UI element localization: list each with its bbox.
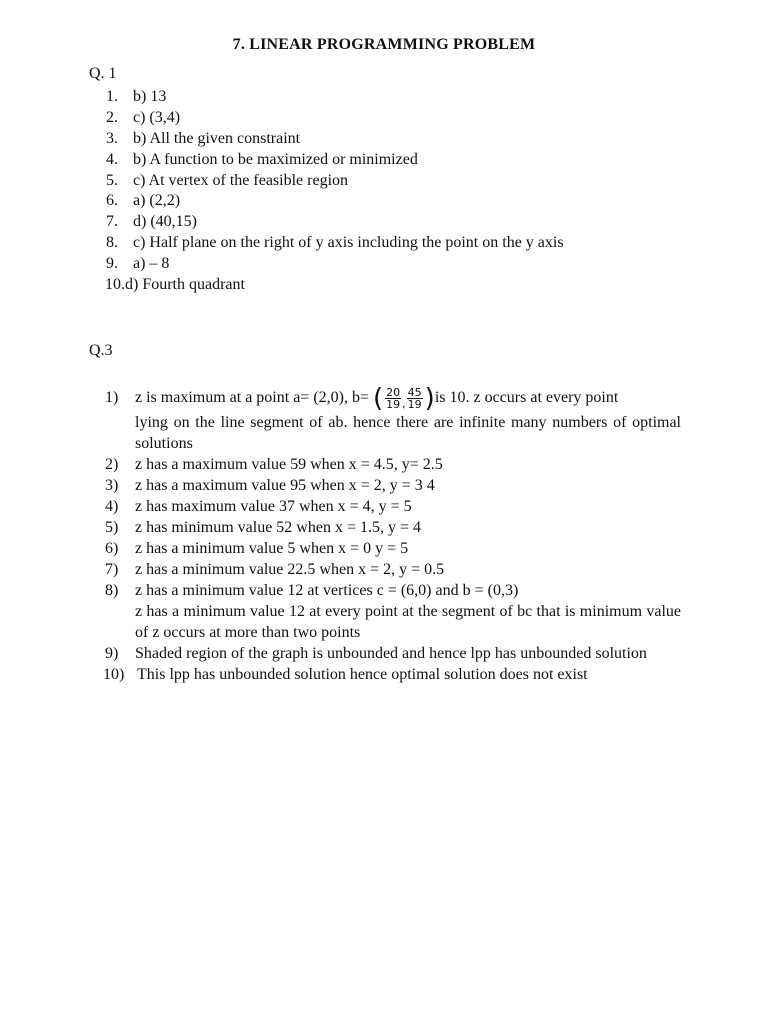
fraction-x-numerator: 20	[386, 385, 401, 399]
list-item	[106, 108, 666, 129]
list-item	[105, 559, 681, 580]
item-number: 5)	[105, 519, 119, 536]
list-item	[106, 254, 666, 275]
item-number: 1)	[105, 389, 119, 406]
fraction-x	[385, 387, 401, 410]
item-text: c) Half plane on the right of y axis including the point on the y axis	[133, 234, 564, 252]
item-text: c) At vertex of the feasible region	[133, 171, 349, 189]
list-item	[103, 664, 681, 685]
item-text-lead: z is maximum at a point a= (2,0), b=	[135, 389, 373, 406]
list-item	[106, 150, 666, 171]
list-item	[105, 538, 681, 559]
list-item	[106, 233, 666, 254]
item-text: a) (2,2)	[133, 192, 181, 210]
item-text: d) (40,15)	[133, 213, 197, 231]
list-item	[106, 129, 666, 150]
list-item	[105, 454, 681, 475]
item-text	[135, 384, 681, 454]
item-text: Shaded region of the graph is unbounded and hence lpp has unbounded solution	[135, 645, 647, 662]
question-1-label: Q. 1	[89, 65, 117, 82]
page-title: 7. LINEAR PROGRAMMING PROBLEM	[232, 36, 536, 53]
item-number: 8)	[105, 582, 119, 599]
item-text: z has a maximum value 59 when x = 4.5, y= 2.5	[135, 456, 443, 473]
item-number: 3.	[106, 129, 118, 147]
list-item	[106, 171, 666, 192]
item-text: a) – 8	[133, 255, 170, 273]
item-text: b) A function to be maximized or minimized	[133, 150, 418, 168]
item-text-tail: is 10. z occurs at every point	[434, 389, 619, 406]
item-number: 10.	[105, 276, 125, 294]
list-item	[106, 212, 666, 233]
list-item	[105, 475, 681, 496]
item-text: z has maximum value 37 when x = 4, y = 5	[135, 498, 412, 515]
item-text: This lpp has unbounded solution hence optimal solution does not exist	[137, 666, 588, 683]
item-number: 5.	[106, 171, 118, 189]
list-item	[105, 517, 681, 538]
item-text: b) All the given constraint	[133, 129, 301, 147]
item-text: c) (3,4)	[133, 108, 181, 126]
question-1-answer-list	[106, 87, 666, 296]
list-item	[106, 191, 666, 212]
item-number: 4.	[106, 150, 118, 168]
comma: ,	[402, 397, 406, 411]
list-item	[105, 496, 681, 517]
question-3-answer-list	[105, 384, 681, 685]
item-number: 7)	[105, 561, 119, 578]
item-text	[135, 580, 681, 643]
item-text: z has a minimum value 22.5 when x = 2, y = 0.5	[135, 561, 445, 578]
fraction-x-denominator: 19	[386, 397, 401, 411]
right-paren: )	[424, 383, 435, 414]
point-b-fractions	[384, 387, 424, 410]
item-text-extra: z has a minimum value 12 at every point at the segment of bc that is minimum value of z occurs at more than two points	[135, 603, 681, 641]
item-number: 9.	[106, 255, 118, 273]
item-text: z has a maximum value 95 when x = 2, y = 3 4	[135, 477, 435, 494]
item-text: z has minimum value 52 when x = 1.5, y = 4	[135, 519, 422, 536]
left-paren: (	[373, 383, 384, 414]
item-number: 6)	[105, 540, 119, 557]
list-item	[105, 384, 681, 454]
list-item	[105, 643, 681, 664]
item-number: 8.	[106, 234, 118, 252]
item-text: d) Fourth quadrant	[125, 276, 245, 294]
item-text-rest: lying on the line segment of ab. hence there are infinite many numbers of optimal solutions	[135, 414, 681, 452]
item-text: z has a minimum value 5 when x = 0 y = 5	[135, 540, 409, 557]
item-number: 10)	[103, 666, 125, 683]
item-number: 2.	[106, 108, 118, 126]
fraction-y	[407, 387, 423, 410]
item-number: 7.	[106, 213, 118, 231]
item-number: 4)	[105, 498, 119, 515]
list-item	[105, 275, 666, 296]
fraction-y-numerator: 45	[407, 385, 422, 399]
item-number: 2)	[105, 456, 119, 473]
item-number: 9)	[105, 645, 119, 662]
list-item	[105, 580, 681, 643]
fraction-y-denominator: 19	[407, 397, 422, 411]
item-text-main: z has a minimum value 12 at vertices c = (6,0) and b = (0,3)	[135, 582, 519, 599]
item-text: b) 13	[133, 88, 167, 105]
question-3-label: Q.3	[89, 342, 113, 359]
item-number: 6.	[106, 192, 118, 210]
item-number: 1.	[106, 88, 118, 105]
item-first-line	[135, 384, 681, 412]
list-item	[106, 87, 666, 108]
item-number: 3)	[105, 477, 119, 494]
